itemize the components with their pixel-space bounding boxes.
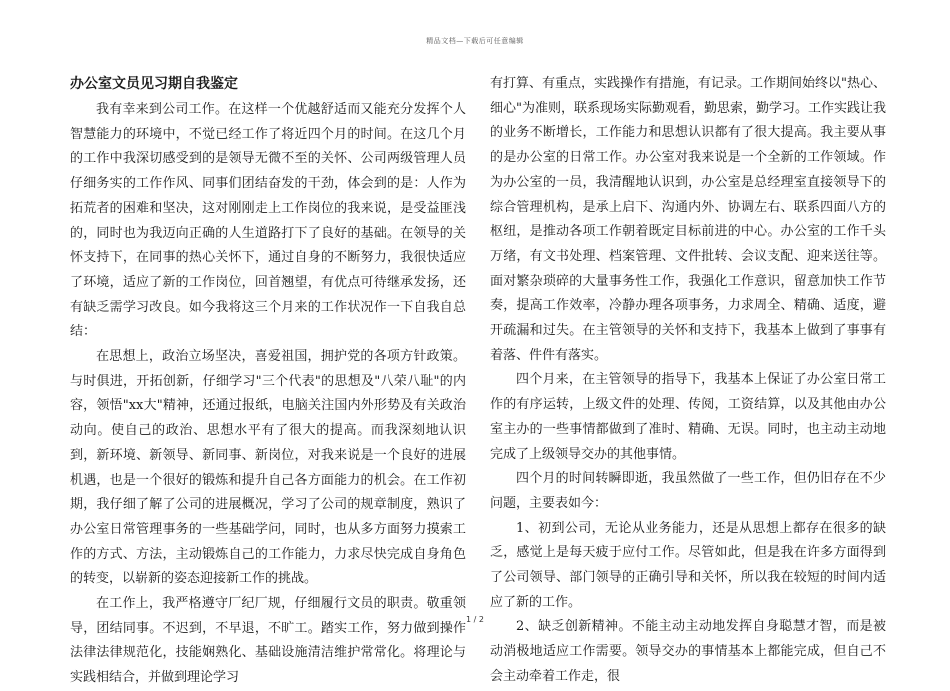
right-column bbox=[490, 72, 886, 690]
paragraph-four-months: 四个月来，在主管领导的指导下，我基本上保证了办公室日常工作的有序运转，上级文件的处理、传阅，工资结算，以及其他由办公室主办的一些事情都做到了准时、精确、无误。同时，也主动主动地完成了上级领导交办的其他事情。 bbox=[490, 372, 886, 462]
paragraph-work: 在工作上，我严格遵守厂纪厂规，仔细履行文员的职责。敬重领导，团结同事。不迟到，不早退，不旷工。踏实工作，努力做到操作法律法律规范化，技能娴熟化、基础设施清洁维护常常化。将理论与实践相结合，并做到理论学习 bbox=[70, 596, 466, 686]
page-header: 精品文档—下载后可任意编辑 bbox=[426, 37, 524, 45]
paragraph-problem-2: 2、缺乏创新精神。不能主动主动地发挥自身聪慧才智，而是被动消极地适应工作需要。领导交办的事情基本上都能完成，但自己不会主动牵着工作走，很 bbox=[490, 619, 886, 684]
page-number: 1 / 2 bbox=[466, 615, 484, 624]
paragraph-problem-1: 1、初到公司，无论从业务能力，还是从思想上都存在很多的缺乏，感觉上是每天疲于应付工作。尽管如此，但是我在许多方面得到了公司领导、部门领导的正确引导和关怀，所以我在较短的时间内适应了新的工作。 bbox=[490, 520, 886, 610]
paragraph-work-continued: 有打算、有重点，实践操作有措施，有记录。工作期间始终以"热心、细心"为准则，联系现场实际勤观看，勤思索，勤学习。工作实践让我的业务不断增长，工作能力和思想认识都有了很大提高。我主要从事的是办公室的日常工作。办公室对我来说是一个全新的工作领域。作为办公室的一员，我清醒地认识到，办公室是总经理室直接领导下的综合管理机构，是承上启下、沟通内外、协调左右、联系四面八方的枢纽，是推动各项工作朝着既定目标前进的中心。办公室的工作千头万绪，有文书处理、档案管理、文件批转、会议支配、迎来送往等。面对繁杂琐碎的大量事务性工作，我强化工作意识，留意加快工作节奏，提高工作效率，冷静办理各项事务，力求周全、精确、适度，避开疏漏和过失。在主管领导的关怀和支持下，我基本上做到了事事有着落、件件有落实。 bbox=[490, 76, 886, 363]
paragraph-intro: 我有幸来到公司工作。在这样一个优越舒适而又能充分发挥个人智慧能力的环境中，不觉已经工作了将近四个月的时间。在这几个月的工作中我深切感受到的是领导无微不至的关怀、公司两级管理人员仔细务实的工作作风、同事们团结奋发的干劲，体会到的是：人作为拓荒者的困难和坚决，这对刚刚走上工作岗位的我来说，是受益匪浅的，同时也为我迈向正确的人生道路打下了良好的基础。在领导的关怀支持下，在同事的热心关怀下，通过自身的不断努力，我很快适应了环境，适应了新的工作岗位，回首翘望，有优点可待继承发扬，还有缺乏需学习改良。如今我将这三个月来的工作状况作一下自我自总结： bbox=[70, 102, 466, 340]
paragraph-problems-intro: 四个月的时间转瞬即逝，我虽然做了一些工作，但仍旧存在不少问题，主要表如今： bbox=[490, 471, 886, 511]
document-title: 办公室文员见习期自我鉴定 bbox=[70, 76, 238, 92]
left-column bbox=[70, 72, 466, 691]
paragraph-thought: 在思想上，政治立场坚决，喜爱祖国，拥护党的各项方针政策。与时俱进，开拓创新，仔细学习"三个代表"的思想及"八荣八耻"的内容，领悟"xx大"精神，还通过报纸，电脑关注国内外形势及有关政治动向。使自己的政治、思想水平有了很大的提高。而我深刻地认识到，新环境、新领导、新同事、新岗位，对我来说是一个良好的进展机遇，也是一个很好的锻炼和提升自己各方面能力的机会。在工作初期，我仔细了解了公司的进展概况，学习了公司的规章制度，熟识了办公室日常管理事务的一些基础学问，同时，也从多方面努力摸索工作的方式、方法，主动锻炼自己的工作能力，力求尽快完成自身角色的转变，以崭新的姿态迎接新工作的挑战。 bbox=[70, 349, 466, 587]
